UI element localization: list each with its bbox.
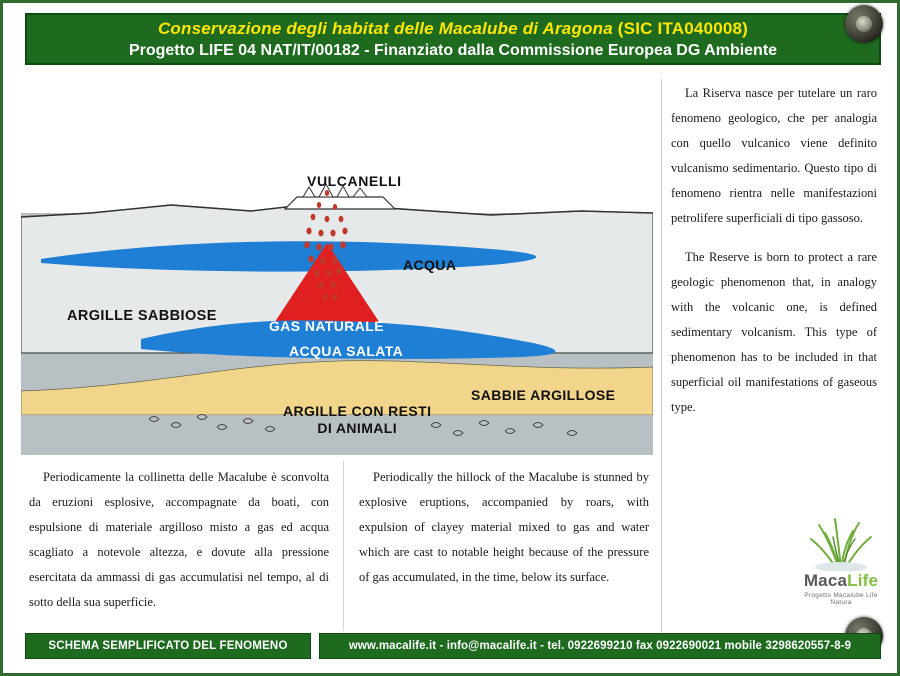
grass-svg (793, 503, 889, 571)
label-argille-con-resti-line1: ARGILLE CON RESTI (283, 403, 432, 419)
right-text-english: The Reserve is born to protect a rare geologic phenomenon that, in analogy with the volcanic one, is defined sedimentary volcanism. This type of phenomenon has to be included in that superficial oil manifestations of gaseous type. (671, 250, 877, 414)
header-title-line (158, 19, 748, 39)
vertical-divider-bottom (343, 461, 344, 631)
header-sic-code: (SIC ITA040008) (617, 18, 749, 38)
macalife-logo (793, 503, 889, 623)
logo-tagline: Progetto Macalube Life Natura (804, 592, 878, 606)
diagram-title: VULCANELLI (307, 173, 402, 189)
logo-wordmark (793, 571, 889, 591)
logo-name-maca: Maca (803, 571, 848, 590)
header-banner (25, 13, 881, 65)
right-text-column (671, 81, 877, 459)
bottom-text-english: Periodically the hillock of the Macalube is stunned by explosive eruptions, accompanied by roars, with expulsion of clayey material mixed to gas and water which are cast to notable height because of the pressure of gas accumulated, in the time, below its surface. (359, 470, 649, 584)
bottom-text-english-block (359, 465, 649, 590)
bottom-text-italian-block (29, 465, 329, 615)
screw-top-right-icon (845, 5, 883, 43)
right-text-italian: La Riserva nasce per tutelare un raro fenomeno geologico, che per analogia con quello vulcanico viene definito vulcanismo sedimentario. Questo tipo di fenomeno rientra nelle manifestazioni petrolifere superficiali di tipo gassoso. (671, 86, 877, 225)
grass-icon (793, 503, 889, 571)
label-argille-con-resti (283, 403, 431, 437)
bottom-text-italian: Periodicamente la collinetta delle Macalube è sconvolta da eruzioni esplosive, accompagnate da boati, con espulsione di materiale argilloso misto a gas ed acqua scagliato a notevole altezza, e dovute alla pressione esercitata da ammassi di gas accumulatisi nel tempo, al di sotto della sua superficie. (29, 470, 329, 609)
label-argille-con-resti-line2: DI ANIMALI (317, 420, 398, 436)
footer-scheme-label: SCHEMA SEMPLIFICATO DEL FENOMENO (25, 633, 311, 659)
label-sabbie-argillose: SABBIE ARGILLOSE (471, 387, 616, 403)
cross-section-diagram (21, 153, 653, 455)
label-argille-sabbiose: ARGILLE SABBIOSE (67, 308, 217, 324)
label-acqua: ACQUA (403, 257, 457, 273)
crater-platform (285, 197, 395, 209)
footer-contact-bar: www.macalife.it - info@macalife.it - tel. 0922699210 fax 0922690021 mobile 3298620557-8-9 (319, 633, 881, 659)
header-title-it: Conservazione degli habitat delle Macalube di Aragona (157, 18, 613, 38)
logo-name-life: Life (847, 571, 879, 590)
label-acqua-salata: ACQUA SALATA (289, 343, 404, 359)
label-gas-naturale: GAS NATURALE (269, 318, 384, 334)
vertical-divider (661, 79, 662, 641)
header-project-line: Progetto LIFE 04 NAT/IT/00182 - Finanziato dalla Commissione Europea DG Ambiente (128, 41, 778, 59)
